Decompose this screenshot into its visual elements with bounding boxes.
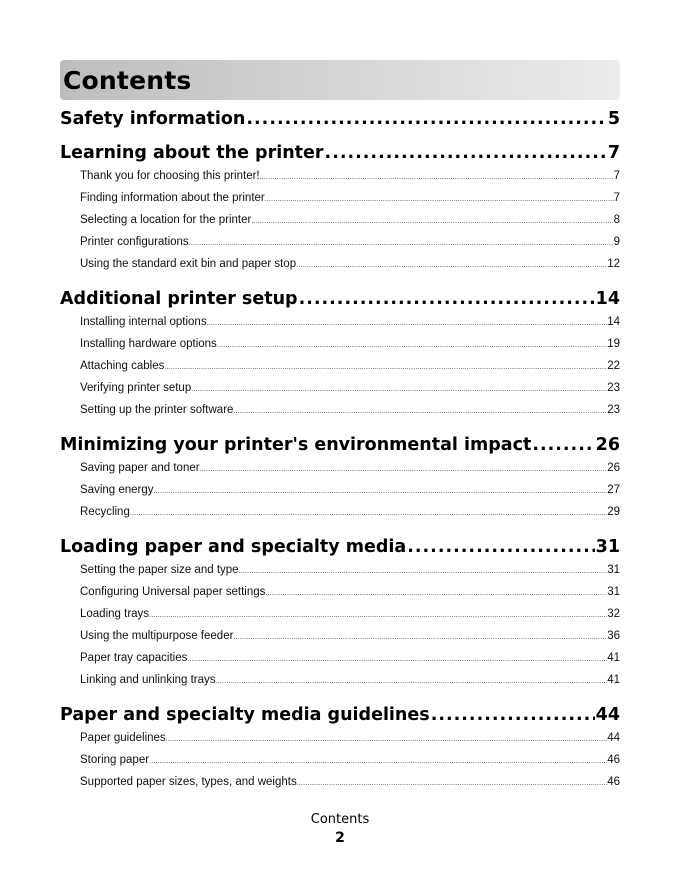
dot-leader: [296, 254, 607, 276]
toc-entry[interactable]: [80, 502, 620, 524]
section-title: Minimizing your printer's environmental impact: [60, 435, 532, 455]
toc-page: [60, 60, 620, 794]
dot-leader: [260, 166, 614, 188]
toc-entry[interactable]: [80, 378, 620, 400]
entry-title: Installing hardware options: [80, 338, 217, 350]
toc-entry-list: [60, 560, 620, 692]
entry-title: Installing internal options: [80, 316, 207, 328]
entry-title: Saving paper and toner: [80, 462, 200, 474]
title-bar: [60, 60, 620, 100]
toc-entry[interactable]: [80, 458, 620, 480]
toc-section-heading[interactable]: [60, 434, 620, 456]
toc-entry[interactable]: [80, 334, 620, 356]
entry-page-number: 19: [607, 338, 620, 350]
toc-section: [60, 536, 620, 692]
toc-entry[interactable]: [80, 648, 620, 670]
dot-leader: [216, 670, 608, 692]
dot-leader: [251, 210, 613, 232]
section-title: Learning about the printer: [60, 143, 324, 163]
entry-title: Verifying printer setup: [80, 382, 192, 394]
entry-title: Setting up the printer software: [80, 404, 234, 416]
toc-entry-list: [60, 166, 620, 276]
entry-title: Paper guidelines: [80, 732, 166, 744]
section-page-number: 14: [595, 289, 620, 309]
entry-title: Attaching cables: [80, 360, 165, 372]
entry-page-number: 23: [607, 382, 620, 394]
section-page-number: 7: [607, 143, 620, 163]
toc-entry[interactable]: [80, 232, 620, 254]
footer-label: Contents: [310, 812, 370, 827]
toc-entry[interactable]: [80, 166, 620, 188]
dot-leader: [239, 560, 608, 582]
toc-entry[interactable]: [80, 480, 620, 502]
dot-leader: [164, 356, 607, 378]
entry-page-number: 46: [607, 776, 620, 788]
entry-title: Finding information about the printer: [80, 192, 265, 204]
dot-leader: [130, 502, 607, 524]
dot-leader: [149, 604, 607, 626]
dot-leader: [265, 188, 614, 210]
toc-entry-list: [60, 312, 620, 422]
entry-page-number: 44: [607, 732, 620, 744]
toc-section: [60, 704, 620, 794]
toc-entry[interactable]: [80, 560, 620, 582]
entry-page-number: 7: [613, 192, 620, 204]
entry-title: Selecting a location for the printer: [80, 214, 252, 226]
entry-page-number: 36: [607, 630, 620, 642]
entry-title: Storing paper: [80, 754, 150, 766]
toc-section-heading[interactable]: [60, 536, 620, 558]
dot-leader: [325, 142, 607, 164]
dot-leader: [187, 648, 607, 670]
entry-title: Setting the paper size and type: [80, 564, 239, 576]
toc-entry[interactable]: [80, 210, 620, 232]
toc-section: [60, 142, 620, 276]
section-title: Additional printer setup: [60, 289, 298, 309]
entry-title: Paper tray capacities: [80, 652, 188, 664]
dot-leader: [217, 334, 607, 356]
section-title: Loading paper and specialty media: [60, 537, 407, 557]
entry-page-number: 14: [607, 316, 620, 328]
toc-entry-list: [60, 728, 620, 794]
dot-leader: [207, 312, 608, 334]
dot-leader: [200, 458, 608, 480]
entry-title: Saving energy: [80, 484, 154, 496]
section-page-number: 5: [607, 109, 620, 129]
entry-title: Using the standard exit bin and paper stop: [80, 258, 297, 270]
toc-section-heading[interactable]: [60, 108, 620, 130]
entry-page-number: 9: [613, 236, 620, 248]
entry-page-number: 27: [607, 484, 620, 496]
toc-entry[interactable]: [80, 626, 620, 648]
toc-entry[interactable]: [80, 582, 620, 604]
dot-leader: [166, 728, 608, 750]
entry-page-number: 31: [607, 586, 620, 598]
toc-entry[interactable]: [80, 750, 620, 772]
toc-entry[interactable]: [80, 356, 620, 378]
entry-page-number: 31: [607, 564, 620, 576]
section-title: Paper and specialty media guidelines: [60, 705, 430, 725]
toc-entry[interactable]: [80, 312, 620, 334]
toc-entry[interactable]: [80, 400, 620, 422]
page-number: 2: [335, 830, 345, 846]
entry-title: Configuring Universal paper settings: [80, 586, 266, 598]
entry-title: Thank you for choosing this printer!: [80, 170, 260, 182]
dot-leader: [154, 480, 608, 502]
toc-entry-list: [60, 458, 620, 524]
section-page-number: 44: [595, 705, 620, 725]
entry-page-number: 32: [607, 608, 620, 620]
toc-section-heading[interactable]: [60, 142, 620, 164]
section-page-number: 26: [595, 435, 620, 455]
dot-leader: [233, 626, 607, 648]
entry-title: Linking and unlinking trays: [80, 674, 216, 686]
entry-title: Using the multipurpose feeder: [80, 630, 234, 642]
entry-title: Printer configurations: [80, 236, 189, 248]
toc-section: [60, 288, 620, 422]
toc-section-heading[interactable]: [60, 704, 620, 726]
section-page-number: 31: [595, 537, 620, 557]
entry-page-number: 22: [607, 360, 620, 372]
toc-section: [60, 108, 620, 130]
toc-entry[interactable]: [80, 604, 620, 626]
dot-leader: [191, 378, 607, 400]
entry-title: Supported paper sizes, types, and weights: [80, 776, 297, 788]
entry-title: Recycling: [80, 506, 130, 518]
entry-page-number: 23: [607, 404, 620, 416]
entry-page-number: 29: [607, 506, 620, 518]
table-of-contents: [60, 108, 620, 794]
toc-entry[interactable]: [80, 772, 620, 794]
entry-page-number: 26: [607, 462, 620, 474]
dot-leader: [297, 772, 607, 794]
entry-page-number: 8: [613, 214, 620, 226]
dot-leader: [149, 750, 607, 772]
dot-leader: [431, 704, 595, 726]
toc-entry[interactable]: [80, 728, 620, 750]
dot-leader: [246, 108, 606, 130]
page-title: Contents: [63, 65, 192, 95]
entry-page-number: 41: [607, 674, 620, 686]
toc-entry[interactable]: [80, 254, 620, 276]
dot-leader: [233, 400, 607, 422]
dot-leader: [189, 232, 614, 254]
entry-page-number: 12: [607, 258, 620, 270]
entry-page-number: 7: [613, 170, 620, 182]
entry-page-number: 46: [607, 754, 620, 766]
page-footer: [0, 810, 680, 848]
toc-entry[interactable]: [80, 188, 620, 210]
toc-entry[interactable]: [80, 670, 620, 692]
toc-section: [60, 434, 620, 524]
dot-leader: [299, 288, 595, 310]
entry-title: Loading trays: [80, 608, 150, 620]
toc-section-heading[interactable]: [60, 288, 620, 310]
entry-page-number: 41: [607, 652, 620, 664]
dot-leader: [532, 434, 594, 456]
dot-leader: [407, 536, 594, 558]
section-title: Safety information: [60, 109, 246, 129]
dot-leader: [265, 582, 607, 604]
